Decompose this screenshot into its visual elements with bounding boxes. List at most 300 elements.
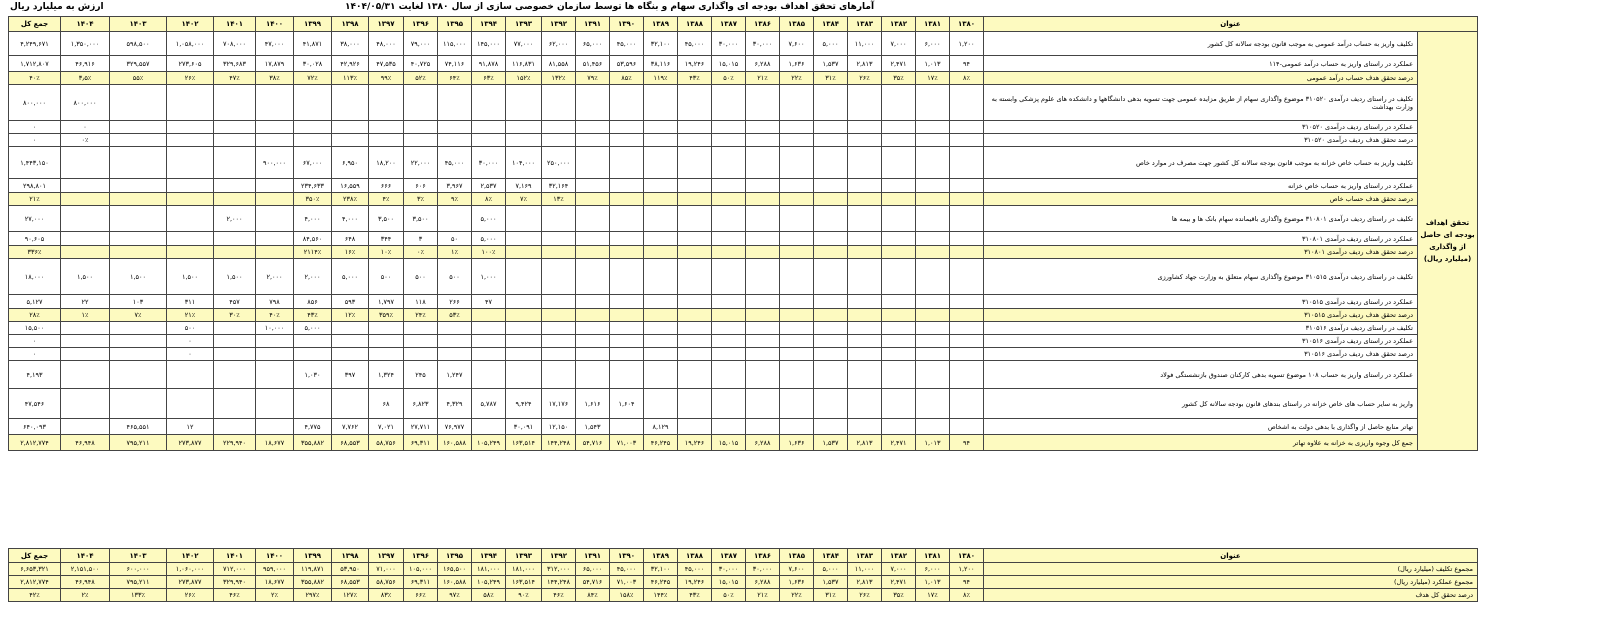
table-cell: ۲۲ bbox=[61, 295, 110, 309]
table-cell bbox=[256, 419, 294, 435]
column-header: ۱۴۰۱ bbox=[214, 17, 256, 32]
table-cell bbox=[576, 85, 610, 121]
table-cell bbox=[780, 322, 814, 335]
table-cell bbox=[610, 295, 644, 309]
table-cell bbox=[780, 85, 814, 121]
table-cell bbox=[110, 147, 167, 179]
table-cell: ۴۶۵,۵۵۱ bbox=[110, 419, 167, 435]
table-cell: ۲۳۴,۶۳۳ bbox=[294, 179, 332, 193]
table-cell bbox=[746, 147, 780, 179]
table-cell bbox=[332, 322, 369, 335]
row-label: درصد تحقق هدف ردیف درآمدی ۳۱۰۸۰۱ bbox=[984, 246, 1418, 259]
table-cell bbox=[167, 193, 214, 206]
table-cell: ۷,۱۶۹ bbox=[506, 179, 542, 193]
column-header: ۱۳۸۲ bbox=[882, 17, 916, 32]
table-cell: ۶,۰۰۰ bbox=[916, 32, 950, 56]
table-cell bbox=[712, 361, 746, 389]
table-cell bbox=[882, 295, 916, 309]
table-cell: ۳۱۱ bbox=[167, 295, 214, 309]
column-header: ۱۴۰۴ bbox=[61, 17, 110, 32]
table-cell: ۴۶,۹۱۶ bbox=[61, 56, 110, 72]
table-cell: ۲۷۳,۶۰۵ bbox=[167, 56, 214, 72]
table-cell: ۱۶۳,۵۱۴ bbox=[506, 435, 542, 451]
table-cell bbox=[746, 134, 780, 147]
table-row bbox=[9, 121, 1478, 134]
column-header: ۱۳۹۶ bbox=[404, 17, 438, 32]
table-cell bbox=[369, 348, 404, 361]
table-cell bbox=[678, 309, 712, 322]
table-row bbox=[9, 72, 1478, 85]
table-cell: ۵۰۰ bbox=[167, 322, 214, 335]
row-label: درصد تحقق هدف ردیف درآمدی ۳۱۰۵۱۶ bbox=[984, 348, 1418, 361]
title-column-header: عنوان bbox=[984, 549, 1478, 563]
table-cell bbox=[848, 361, 882, 389]
table-cell bbox=[712, 309, 746, 322]
table-cell bbox=[916, 361, 950, 389]
table-cell bbox=[712, 193, 746, 206]
table-cell bbox=[576, 147, 610, 179]
table-cell: ۱۵,۰۱۵ bbox=[712, 56, 746, 72]
table-cell bbox=[438, 335, 472, 348]
table-cell: ۲۹۸,۸۰۱ bbox=[9, 179, 61, 193]
table-cell: ۲۶٪ bbox=[848, 589, 882, 602]
table-cell: ۱۵,۰۱۵ bbox=[712, 576, 746, 589]
table-cell bbox=[576, 309, 610, 322]
table-cell bbox=[167, 179, 214, 193]
table-cell: ۵۳,۹۵۰ bbox=[332, 563, 369, 576]
table-cell: ۱,۵۰۰ bbox=[167, 259, 214, 295]
table-cell: ۱۰٪ bbox=[369, 246, 404, 259]
table-cell bbox=[712, 259, 746, 295]
table-cell: ۱,۳۵۰,۰۰۰ bbox=[61, 32, 110, 56]
table-cell: ۱,۳۲۴ bbox=[369, 361, 404, 389]
table-cell bbox=[916, 85, 950, 121]
table-cell bbox=[916, 335, 950, 348]
table-cell bbox=[882, 206, 916, 232]
table-cell: ۴,۰۰۰ bbox=[294, 206, 332, 232]
table-cell: ۱۷,۱۷۶ bbox=[542, 389, 576, 419]
table-cell bbox=[438, 322, 472, 335]
row-label: درصد تحقق هدف ردیف درآمدی ۳۱۰۵۲۰ bbox=[984, 134, 1418, 147]
table-cell bbox=[576, 134, 610, 147]
table-cell bbox=[542, 85, 576, 121]
table-cell: ۸٪ bbox=[950, 72, 984, 85]
table-cell: ۰ bbox=[61, 121, 110, 134]
table-cell: ۵۰۰ bbox=[369, 259, 404, 295]
table-cell: ۳٫۵٪ bbox=[61, 72, 110, 85]
table-cell bbox=[610, 232, 644, 246]
table-cell bbox=[610, 85, 644, 121]
table-cell bbox=[678, 361, 712, 389]
table-cell: ۱۴۴,۲۴۸ bbox=[542, 435, 576, 451]
table-cell bbox=[610, 206, 644, 232]
table-cell bbox=[746, 348, 780, 361]
table-cell: ۵,۷۸۷ bbox=[472, 389, 506, 419]
table-cell bbox=[506, 309, 542, 322]
table-cell: ۷۲٪ bbox=[294, 72, 332, 85]
column-header: ۱۳۹۴ bbox=[472, 549, 506, 563]
table-cell bbox=[678, 348, 712, 361]
table-cell bbox=[61, 206, 110, 232]
table-cell bbox=[882, 134, 916, 147]
table-row bbox=[9, 259, 1478, 295]
column-header: ۱۳۹۷ bbox=[369, 17, 404, 32]
table-cell bbox=[746, 121, 780, 134]
table-cell bbox=[712, 179, 746, 193]
table-cell: ۴,۷۷۵ bbox=[294, 419, 332, 435]
table-cell bbox=[110, 121, 167, 134]
table-cell: ۹۹٪ bbox=[369, 72, 404, 85]
table-cell bbox=[110, 348, 167, 361]
table-cell: ۳٪ bbox=[404, 193, 438, 206]
table-cell bbox=[678, 134, 712, 147]
table-cell bbox=[256, 134, 294, 147]
table-cell bbox=[214, 134, 256, 147]
table-cell bbox=[576, 193, 610, 206]
table-cell bbox=[576, 322, 610, 335]
table-cell bbox=[256, 179, 294, 193]
table-cell bbox=[746, 389, 780, 419]
table-cell bbox=[332, 121, 369, 134]
table-cell bbox=[712, 85, 746, 121]
table-cell bbox=[882, 419, 916, 435]
table-cell bbox=[610, 309, 644, 322]
table-cell: ۱۶۳,۵۱۴ bbox=[506, 576, 542, 589]
table-cell: ۳۱٪ bbox=[814, 72, 848, 85]
table-cell: ۲,۰۰۰ bbox=[256, 259, 294, 295]
table-row bbox=[9, 348, 1478, 361]
table-cell: ۷۹۵,۲۱۱ bbox=[110, 576, 167, 589]
table-cell bbox=[916, 419, 950, 435]
table-cell: ۱۴۴٪ bbox=[644, 589, 678, 602]
table-cell bbox=[610, 121, 644, 134]
table-cell: ۱,۵۳۷ bbox=[814, 576, 848, 589]
table-cell bbox=[916, 322, 950, 335]
column-header: ۱۴۰۳ bbox=[110, 549, 167, 563]
table-cell bbox=[404, 134, 438, 147]
table-cell: ۳۰,۰۰۰ bbox=[746, 563, 780, 576]
table-cell bbox=[576, 232, 610, 246]
table-cell bbox=[950, 259, 984, 295]
table-cell: ۱,۵۳۷ bbox=[814, 435, 848, 451]
table-cell bbox=[542, 259, 576, 295]
table-cell bbox=[882, 335, 916, 348]
table-cell: ۶۹,۳۱۱ bbox=[404, 576, 438, 589]
table-cell bbox=[61, 419, 110, 435]
table-cell: ۱۰۰٪ bbox=[472, 246, 506, 259]
table-cell: ۲,۸۱۳ bbox=[848, 576, 882, 589]
table-cell bbox=[814, 419, 848, 435]
table-cell: ۲۱٪ bbox=[9, 193, 61, 206]
table-cell: ۷۰۸,۰۰۰ bbox=[214, 32, 256, 56]
table-cell: ۳۵٪ bbox=[882, 72, 916, 85]
table-cell bbox=[61, 193, 110, 206]
table-cell bbox=[712, 419, 746, 435]
table-cell: ۸۳٪ bbox=[369, 589, 404, 602]
table-cell bbox=[438, 85, 472, 121]
table-cell: ۰ bbox=[9, 335, 61, 348]
table-cell bbox=[256, 246, 294, 259]
table-cell: ۱۶۵,۵۰۰ bbox=[438, 563, 472, 576]
column-header: ۱۳۹۴ bbox=[472, 17, 506, 32]
row-label: درصد تحقق هدف ردیف درآمدی ۳۱۰۵۱۵ bbox=[984, 309, 1418, 322]
table-cell: ۳۰,۰۰۰ bbox=[712, 563, 746, 576]
table-cell: ۲۱۱۴٪ bbox=[294, 246, 332, 259]
table-cell bbox=[950, 147, 984, 179]
table-cell: ۱۳۳٪ bbox=[110, 589, 167, 602]
table-cell bbox=[882, 246, 916, 259]
table-cell bbox=[472, 348, 506, 361]
table-cell: ۲۷,۰۰۰ bbox=[9, 206, 61, 232]
table-cell: ۱۵۸٪ bbox=[610, 589, 644, 602]
table-cell: ۱,۰۱۳ bbox=[916, 435, 950, 451]
column-header: ۱۳۸۶ bbox=[746, 549, 780, 563]
table-cell bbox=[814, 85, 848, 121]
table-row bbox=[9, 435, 1478, 451]
table-cell bbox=[610, 361, 644, 389]
table-cell bbox=[438, 134, 472, 147]
table-cell: ۴۷,۰۰۰ bbox=[256, 32, 294, 56]
table-cell: ۹۱,۸۷۸ bbox=[472, 56, 506, 72]
table-cell bbox=[882, 85, 916, 121]
table-cell: ۷۶,۹۷۷ bbox=[438, 419, 472, 435]
table-cell: ۲,۱۵۱,۵۰۰ bbox=[61, 563, 110, 576]
table-cell bbox=[678, 389, 712, 419]
table-cell bbox=[814, 134, 848, 147]
column-header: جمع کل bbox=[9, 549, 61, 563]
table-cell: ۳۰,۰۹۱ bbox=[506, 419, 542, 435]
column-header: ۱۳۹۹ bbox=[294, 17, 332, 32]
table-cell: ۰ bbox=[9, 134, 61, 147]
table-cell: ۷,۰۲۱ bbox=[369, 419, 404, 435]
table-cell bbox=[814, 309, 848, 322]
table-cell bbox=[678, 147, 712, 179]
table-cell: ۷۹,۰۰۰ bbox=[404, 32, 438, 56]
table-cell: ۴۷ bbox=[472, 295, 506, 309]
table-cell bbox=[576, 246, 610, 259]
table-cell bbox=[916, 232, 950, 246]
table-cell bbox=[848, 322, 882, 335]
table-cell: ۹۵۹,۰۰۰ bbox=[256, 563, 294, 576]
table-cell: ۱,۲۰۰ bbox=[950, 32, 984, 56]
table-row bbox=[9, 322, 1478, 335]
table-cell: ۴۲,۹۲۶ bbox=[332, 56, 369, 72]
table-cell: ۳,۹۶۷ bbox=[438, 179, 472, 193]
table-cell bbox=[746, 322, 780, 335]
column-header: ۱۳۹۹ bbox=[294, 549, 332, 563]
table-cell bbox=[167, 246, 214, 259]
table-cell: ۶,۲۸۸ bbox=[746, 435, 780, 451]
table-cell: ۱۰۵,۲۴۹ bbox=[472, 576, 506, 589]
column-header: ۱۳۸۵ bbox=[780, 17, 814, 32]
column-header: ۱۳۹۲ bbox=[542, 17, 576, 32]
table-cell: ۶,۲۸۸ bbox=[746, 576, 780, 589]
column-header: ۱۳۹۰ bbox=[610, 549, 644, 563]
table-cell bbox=[332, 348, 369, 361]
table-cell: ۱۸۱,۰۰۰ bbox=[506, 563, 542, 576]
table-cell bbox=[110, 193, 167, 206]
row-label: عملکرد در راستای واریز به حساب خاص خزانه bbox=[984, 179, 1418, 193]
table-cell: ۶,۸۲۳ bbox=[404, 389, 438, 419]
table-cell bbox=[294, 85, 332, 121]
table-cell: ۵۰۰ bbox=[404, 259, 438, 295]
table-cell bbox=[712, 121, 746, 134]
table-cell: ۰٪ bbox=[61, 134, 110, 147]
table-cell: ۴۱,۸۷۱ bbox=[294, 32, 332, 56]
table-cell bbox=[644, 206, 678, 232]
table-cell bbox=[542, 335, 576, 348]
table-cell bbox=[882, 121, 916, 134]
table-cell bbox=[848, 85, 882, 121]
column-header: ۱۳۹۶ bbox=[404, 549, 438, 563]
table-cell bbox=[814, 193, 848, 206]
table-cell bbox=[950, 419, 984, 435]
table-cell: ۳۵٪ bbox=[882, 589, 916, 602]
table-cell bbox=[780, 361, 814, 389]
row-label: عملکرد در راستای ردیف درآمدی ۳۱۰۵۱۵ bbox=[984, 295, 1418, 309]
column-header: ۱۳۸۹ bbox=[644, 549, 678, 563]
table-cell: ۷۹٪ bbox=[576, 72, 610, 85]
table-cell: ۱,۴۴۳,۱۵۰ bbox=[9, 147, 61, 179]
table-cell: ۵,۰۰۰ bbox=[294, 322, 332, 335]
table-cell: ۵۵٪ bbox=[110, 72, 167, 85]
row-label: عملکرد در راستای ردیف درآمدی ۳۱۰۵۲۰ bbox=[984, 121, 1418, 134]
table-cell bbox=[214, 246, 256, 259]
table-cell: ۸۵۶ bbox=[294, 295, 332, 309]
table-cell bbox=[916, 309, 950, 322]
column-header: ۱۳۸۰ bbox=[950, 549, 984, 563]
table-cell: ۳۲۹,۶۸۳ bbox=[214, 56, 256, 72]
table-cell bbox=[110, 246, 167, 259]
table-cell bbox=[882, 232, 916, 246]
row-label: درصد تحقق هدف حساب درآمد عمومی bbox=[984, 72, 1418, 85]
table-cell: ۴۶,۲۴۵ bbox=[644, 435, 678, 451]
table-cell bbox=[576, 348, 610, 361]
table-cell bbox=[882, 348, 916, 361]
summary-row bbox=[9, 563, 1478, 576]
table-cell: ۵,۰۰۰ bbox=[332, 259, 369, 295]
table-cell: ۲,۴۷۱ bbox=[882, 435, 916, 451]
row-label: جمع کل وجوه واریزی به خزانه به علاوه تهاتر bbox=[984, 435, 1418, 451]
table-row bbox=[9, 295, 1478, 309]
table-cell: ۱,۲۰۰ bbox=[950, 563, 984, 576]
column-header: ۱۳۹۸ bbox=[332, 17, 369, 32]
table-cell bbox=[294, 134, 332, 147]
column-header: ۱۴۰۴ bbox=[61, 549, 110, 563]
table-cell bbox=[644, 134, 678, 147]
table-cell bbox=[950, 322, 984, 335]
table-cell: ۱۵,۵۰۰ bbox=[9, 322, 61, 335]
row-label: تکلیف در راستای ردیف درآمدی ۳۱۰۵۲۰ موضوع واگذاری سهام از طریق مزایده عمومی جهت تسویه بدهی دانشگاهها و دانشکده های علوم پزشکی وابسته به وزارت بهداشت bbox=[984, 85, 1418, 121]
table-cell: ۱,۰۶۰,۰۰۰ bbox=[167, 563, 214, 576]
table-cell bbox=[678, 419, 712, 435]
table-cell: ۸۰۰,۰۰۰ bbox=[9, 85, 61, 121]
table-cell: ۲۱٪ bbox=[167, 309, 214, 322]
column-header: ۱۳۸۴ bbox=[814, 549, 848, 563]
table-cell bbox=[167, 85, 214, 121]
table-cell bbox=[678, 232, 712, 246]
table-cell bbox=[814, 147, 848, 179]
table-cell: ۳۰,۰۰۰ bbox=[712, 32, 746, 56]
table-cell bbox=[576, 179, 610, 193]
table-cell: ۴۷٪ bbox=[214, 72, 256, 85]
table-row bbox=[9, 179, 1478, 193]
table-cell: ۱,۰۱۳ bbox=[916, 576, 950, 589]
table-cell bbox=[712, 246, 746, 259]
table-cell bbox=[472, 322, 506, 335]
row-label: واریز به سایر حساب های خاص خزانه در راستای بندهای قانون بودجه سالانه کل کشور bbox=[984, 389, 1418, 419]
table-cell bbox=[678, 246, 712, 259]
table-cell bbox=[506, 232, 542, 246]
row-label: مجموع تکلیف (میلیارد ریال) bbox=[984, 563, 1478, 576]
table-cell bbox=[332, 335, 369, 348]
table-cell: ۱۸,۰۰۰ bbox=[9, 259, 61, 295]
table-cell bbox=[576, 361, 610, 389]
table-cell: ۷,۶۰۰ bbox=[780, 32, 814, 56]
table-cell bbox=[746, 295, 780, 309]
table-cell bbox=[950, 361, 984, 389]
table-cell: ۱,۰۱۳ bbox=[916, 56, 950, 72]
table-cell: ۷۹۵,۲۱۱ bbox=[110, 435, 167, 451]
table-cell: ۳۵۵,۸۸۲ bbox=[294, 576, 332, 589]
table-cell bbox=[167, 206, 214, 232]
table-cell bbox=[746, 179, 780, 193]
table-cell bbox=[780, 389, 814, 419]
column-header: ۱۳۸۴ bbox=[814, 17, 848, 32]
table-cell: ۱,۲۴۷ bbox=[438, 361, 472, 389]
table-cell bbox=[814, 335, 848, 348]
table-cell: ۱۱۹٪ bbox=[644, 72, 678, 85]
table-cell: ۵۸٪ bbox=[472, 589, 506, 602]
table-cell bbox=[814, 206, 848, 232]
table-cell bbox=[506, 295, 542, 309]
table-cell bbox=[916, 147, 950, 179]
table-cell bbox=[746, 361, 780, 389]
table-cell bbox=[644, 147, 678, 179]
table-cell bbox=[814, 246, 848, 259]
table-cell: ۱۱۳٪ bbox=[332, 72, 369, 85]
table-cell bbox=[506, 121, 542, 134]
table-cell: ۱۹,۲۴۶ bbox=[678, 576, 712, 589]
table-cell: ۲٪ bbox=[61, 589, 110, 602]
table-cell: ۱۳۲٪ bbox=[542, 72, 576, 85]
table-cell: ۷۱,۰۰۰ bbox=[369, 563, 404, 576]
table-cell bbox=[110, 206, 167, 232]
table-cell: ۳۳۶٪ bbox=[9, 246, 61, 259]
table-cell: ۳,۵۰۰ bbox=[369, 206, 404, 232]
table-cell bbox=[950, 232, 984, 246]
table-cell bbox=[644, 295, 678, 309]
row-label: درصد تحقق کل هدف bbox=[984, 589, 1478, 602]
table-cell: ۶۰۰,۰۰۰ bbox=[110, 563, 167, 576]
table-cell: ۴٪ bbox=[369, 193, 404, 206]
table-cell bbox=[950, 206, 984, 232]
table-cell: ۶۵,۰۰۰ bbox=[576, 563, 610, 576]
table-row bbox=[9, 361, 1478, 389]
table-cell bbox=[506, 259, 542, 295]
table-cell: ۳۲۹,۵۵۷ bbox=[110, 56, 167, 72]
table-cell: ۷۴,۱۱۶ bbox=[438, 56, 472, 72]
table-row bbox=[9, 335, 1478, 348]
table-cell bbox=[678, 85, 712, 121]
table-cell bbox=[576, 259, 610, 295]
table-cell: ۲۵۰,۰۰۰ bbox=[542, 147, 576, 179]
table-cell bbox=[644, 246, 678, 259]
table-cell bbox=[610, 335, 644, 348]
table-cell bbox=[110, 134, 167, 147]
row-label: تکلیف واریز به حساب درآمد عمومی به موجب قانون بودجه سالانه کل کشور bbox=[984, 32, 1418, 56]
table-cell: ۱۱۶,۸۳۱ bbox=[506, 56, 542, 72]
